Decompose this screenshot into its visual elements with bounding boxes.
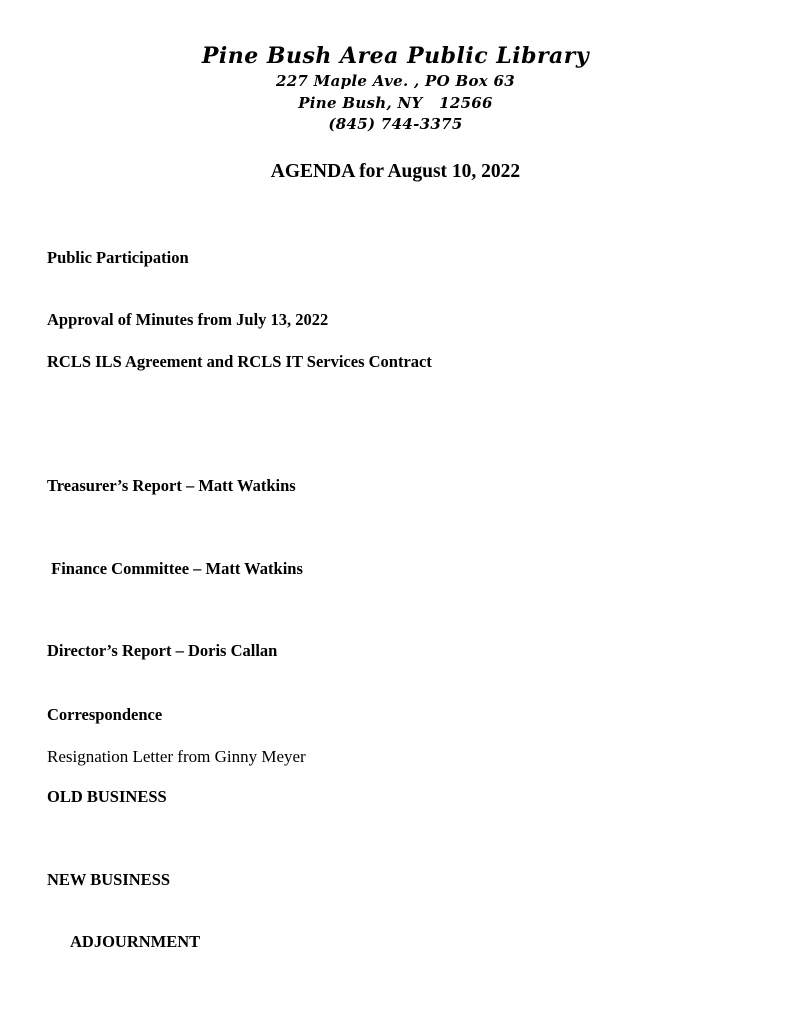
- agenda-item-treasurers-report: Treasurer’s Report – Matt Watkins: [47, 476, 296, 495]
- agenda-item-approval-of-minutes: Approval of Minutes from July 13, 2022: [47, 310, 329, 329]
- library-name: Pine Bush Area Public Library: [201, 43, 590, 69]
- agenda-item-correspondence: Correspondence: [47, 705, 163, 724]
- phone-number: (845) 744-3375: [328, 115, 463, 133]
- agenda-item-new-business: NEW BUSINESS: [47, 870, 171, 889]
- agenda-item-directors-report: Director’s Report – Doris Callan: [47, 641, 278, 660]
- agenda-item-rcls-agreement: RCLS ILS Agreement and RCLS IT Services Contract: [47, 352, 432, 371]
- agenda-item-public-participation: Public Participation: [47, 248, 189, 267]
- agenda-item-finance-committee: Finance Committee – Matt Watkins: [47, 559, 303, 578]
- address-line-1: 227 Maple Ave. , PO Box 63: [275, 72, 516, 90]
- agenda-item-old-business: OLD BUSINESS: [47, 787, 167, 806]
- agenda-title: AGENDA for August 10, 2022: [270, 161, 521, 182]
- agenda-item-resignation-letter: Resignation Letter from Ginny Meyer: [47, 747, 306, 766]
- agenda-item-adjournment: ADJOURNMENT: [70, 932, 201, 951]
- address-line-2: Pine Bush, NY 12566: [298, 94, 493, 112]
